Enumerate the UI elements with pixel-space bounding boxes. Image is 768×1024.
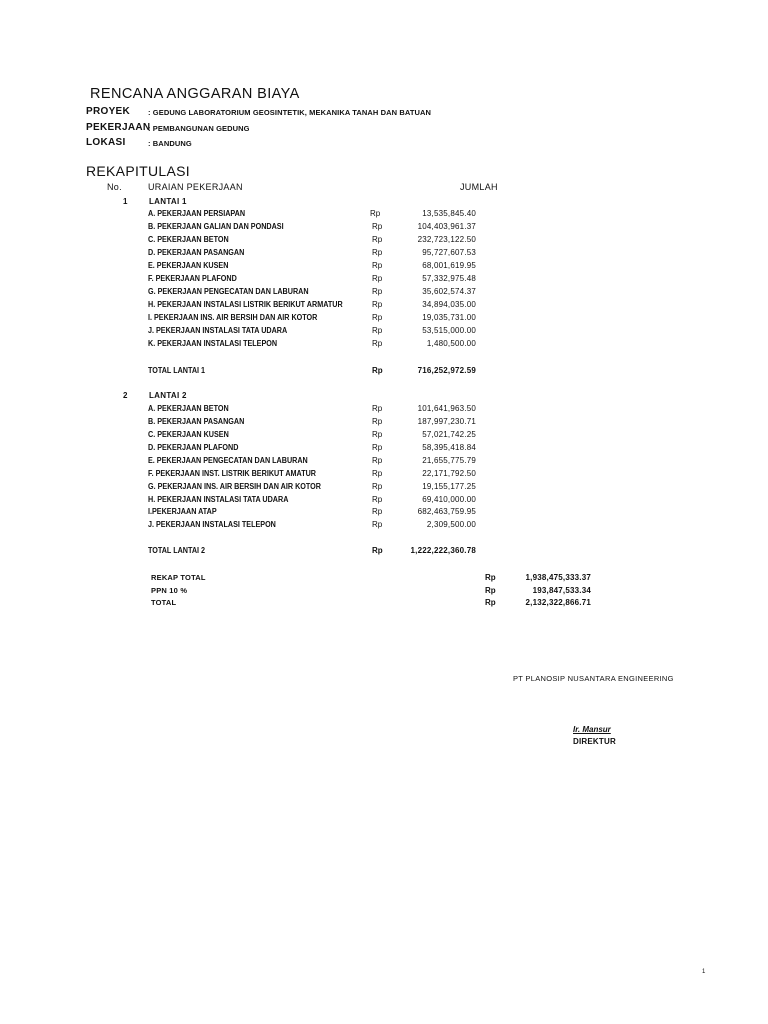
item-label: A. PEKERJAAN BETON bbox=[148, 404, 229, 413]
currency-label: Rp bbox=[372, 274, 383, 283]
grand-total-label: TOTAL bbox=[151, 598, 177, 607]
currency-label: Rp bbox=[372, 430, 383, 439]
item-amount: 69,410,000.00 bbox=[422, 495, 476, 504]
lantai1-total-amount: 716,252,972.59 bbox=[417, 366, 476, 375]
item-label: D. PEKERJAAN PASANGAN bbox=[148, 248, 245, 257]
page-number: 1 bbox=[702, 969, 706, 975]
item-amount: 19,155,177.25 bbox=[422, 482, 476, 491]
currency-label: Rp bbox=[372, 300, 383, 309]
currency-label: Rp bbox=[372, 366, 383, 375]
currency-label: Rp bbox=[372, 235, 383, 244]
currency-label: Rp bbox=[372, 520, 383, 529]
item-amount: 34,894,035.00 bbox=[422, 300, 476, 309]
ppn-label: PPN 10 % bbox=[151, 586, 188, 595]
currency-label: Rp bbox=[372, 404, 383, 413]
currency-label: Rp bbox=[372, 482, 383, 491]
rekap-total-amount: 1,938,475,333.37 bbox=[525, 573, 591, 582]
item-label: B. PEKERJAAN GALIAN DAN PONDASI bbox=[148, 222, 284, 231]
item-amount: 682,463,759.95 bbox=[417, 507, 476, 516]
lantai1-heading: LANTAI 1 bbox=[149, 197, 187, 206]
item-amount: 2,309,500.00 bbox=[426, 520, 476, 529]
currency-label: Rp bbox=[372, 469, 383, 478]
currency-label: Rp bbox=[372, 443, 383, 452]
item-label: H. PEKERJAAN INSTALASI LISTRIK BERIKUT ARMATUR bbox=[148, 300, 343, 309]
rekap-heading: REKAPITULASI bbox=[86, 163, 190, 179]
grand-total-amount: 2,132,322,866.71 bbox=[525, 598, 591, 607]
lantai2-heading: LANTAI 2 bbox=[149, 391, 187, 400]
currency-label: Rp bbox=[372, 326, 383, 335]
item-label: A. PEKERJAAN PERSIAPAN bbox=[148, 209, 246, 218]
currency-label: Rp bbox=[485, 598, 496, 607]
currency-label: Rp bbox=[372, 495, 383, 504]
currency-label: Rp bbox=[485, 586, 496, 595]
item-amount: 232,723,122.50 bbox=[417, 235, 476, 244]
document-title: RENCANA ANGGARAN BIAYA bbox=[90, 86, 300, 102]
col-jumlah-header: JUMLAH bbox=[460, 182, 498, 192]
currency-label: Rp bbox=[372, 248, 383, 257]
item-label: C. PEKERJAAN KUSEN bbox=[148, 430, 229, 439]
item-label: I. PEKERJAAN INS. AIR BERSIH DAN AIR KOTOR bbox=[148, 313, 318, 322]
item-label: I.PEKERJAAN ATAP bbox=[148, 507, 217, 516]
item-amount: 19,035,731.00 bbox=[422, 313, 476, 322]
item-amount: 58,395,418.84 bbox=[422, 443, 476, 452]
col-no-header: No. bbox=[107, 182, 122, 192]
item-amount: 101,641,963.50 bbox=[417, 404, 476, 413]
item-amount: 1,480,500.00 bbox=[426, 339, 476, 348]
item-label: D. PEKERJAAN PLAFOND bbox=[148, 443, 239, 452]
currency-label: Rp bbox=[370, 209, 381, 218]
currency-label: Rp bbox=[372, 261, 383, 270]
proyek-value: : GEDUNG LABORATORIUM GEOSINTETIK, MEKANIKA TANAH DAN BATUAN bbox=[148, 108, 432, 117]
signatory-title: DIREKTUR bbox=[573, 737, 616, 746]
item-amount: 13,535,845.40 bbox=[422, 209, 476, 218]
company-name: PT PLANOSIP NUSANTARA ENGINEERING bbox=[513, 674, 674, 683]
item-amount: 21,655,775.79 bbox=[422, 456, 476, 465]
item-label: J. PEKERJAAN INSTALASI TATA UDARA bbox=[148, 326, 288, 335]
lokasi-value: : BANDUNG bbox=[148, 139, 192, 148]
item-label: H. PEKERJAAN INSTALASI TATA UDARA bbox=[148, 495, 289, 504]
pekerjaan-value: : PEMBANGUNAN GEDUNG bbox=[148, 124, 250, 133]
item-label: F. PEKERJAAN INST. LISTRIK BERIKUT AMATUR bbox=[148, 469, 317, 478]
currency-label: Rp bbox=[372, 417, 383, 426]
currency-label: Rp bbox=[372, 313, 383, 322]
rekap-total-label: REKAP TOTAL bbox=[151, 573, 206, 582]
lantai2-number: 2 bbox=[123, 391, 128, 400]
currency-label: Rp bbox=[372, 222, 383, 231]
proyek-label: PROYEK bbox=[86, 106, 131, 117]
item-label: F. PEKERJAAN PLAFOND bbox=[148, 274, 237, 283]
ppn-amount: 193,847,533.34 bbox=[532, 586, 591, 595]
currency-label: Rp bbox=[372, 507, 383, 516]
item-amount: 57,021,742.25 bbox=[422, 430, 476, 439]
item-label: G. PEKERJAAN INS. AIR BERSIH DAN AIR KOTOR bbox=[148, 482, 321, 491]
currency-label: Rp bbox=[372, 546, 383, 555]
item-label: G. PEKERJAAN PENGECATAN DAN LABURAN bbox=[148, 287, 309, 296]
item-amount: 35,602,574.37 bbox=[422, 287, 476, 296]
item-amount: 95,727,607.53 bbox=[422, 248, 476, 257]
lantai1-total-label: TOTAL LANTAI 1 bbox=[148, 366, 206, 375]
lantai1-number: 1 bbox=[123, 197, 128, 206]
item-label: J. PEKERJAAN INSTALASI TELEPON bbox=[148, 520, 276, 529]
lantai2-total-label: TOTAL LANTAI 2 bbox=[148, 546, 206, 555]
item-label: B. PEKERJAAN PASANGAN bbox=[148, 417, 245, 426]
currency-label: Rp bbox=[372, 456, 383, 465]
item-label: C. PEKERJAAN BETON bbox=[148, 235, 229, 244]
item-label: E. PEKERJAAN PENGECATAN DAN LABURAN bbox=[148, 456, 308, 465]
item-amount: 104,403,961.37 bbox=[417, 222, 476, 231]
item-label: K. PEKERJAAN INSTALASI TELEPON bbox=[148, 339, 278, 348]
pekerjaan-label: PEKERJAAN bbox=[86, 122, 151, 133]
currency-label: Rp bbox=[485, 573, 496, 582]
item-amount: 68,001,619.95 bbox=[422, 261, 476, 270]
item-amount: 53,515,000.00 bbox=[422, 326, 476, 335]
col-uraian-header: URAIAN PEKERJAAN bbox=[148, 182, 243, 192]
item-amount: 57,332,975.48 bbox=[422, 274, 476, 283]
lantai2-total-amount: 1,222,222,360.78 bbox=[410, 546, 476, 555]
currency-label: Rp bbox=[372, 339, 383, 348]
item-amount: 22,171,792.50 bbox=[422, 469, 476, 478]
currency-label: Rp bbox=[372, 287, 383, 296]
lokasi-label: LOKASI bbox=[86, 137, 126, 148]
item-amount: 187,997,230.71 bbox=[417, 417, 476, 426]
signatory-name: Ir. Mansur bbox=[573, 725, 611, 734]
item-label: E. PEKERJAAN KUSEN bbox=[148, 261, 229, 270]
